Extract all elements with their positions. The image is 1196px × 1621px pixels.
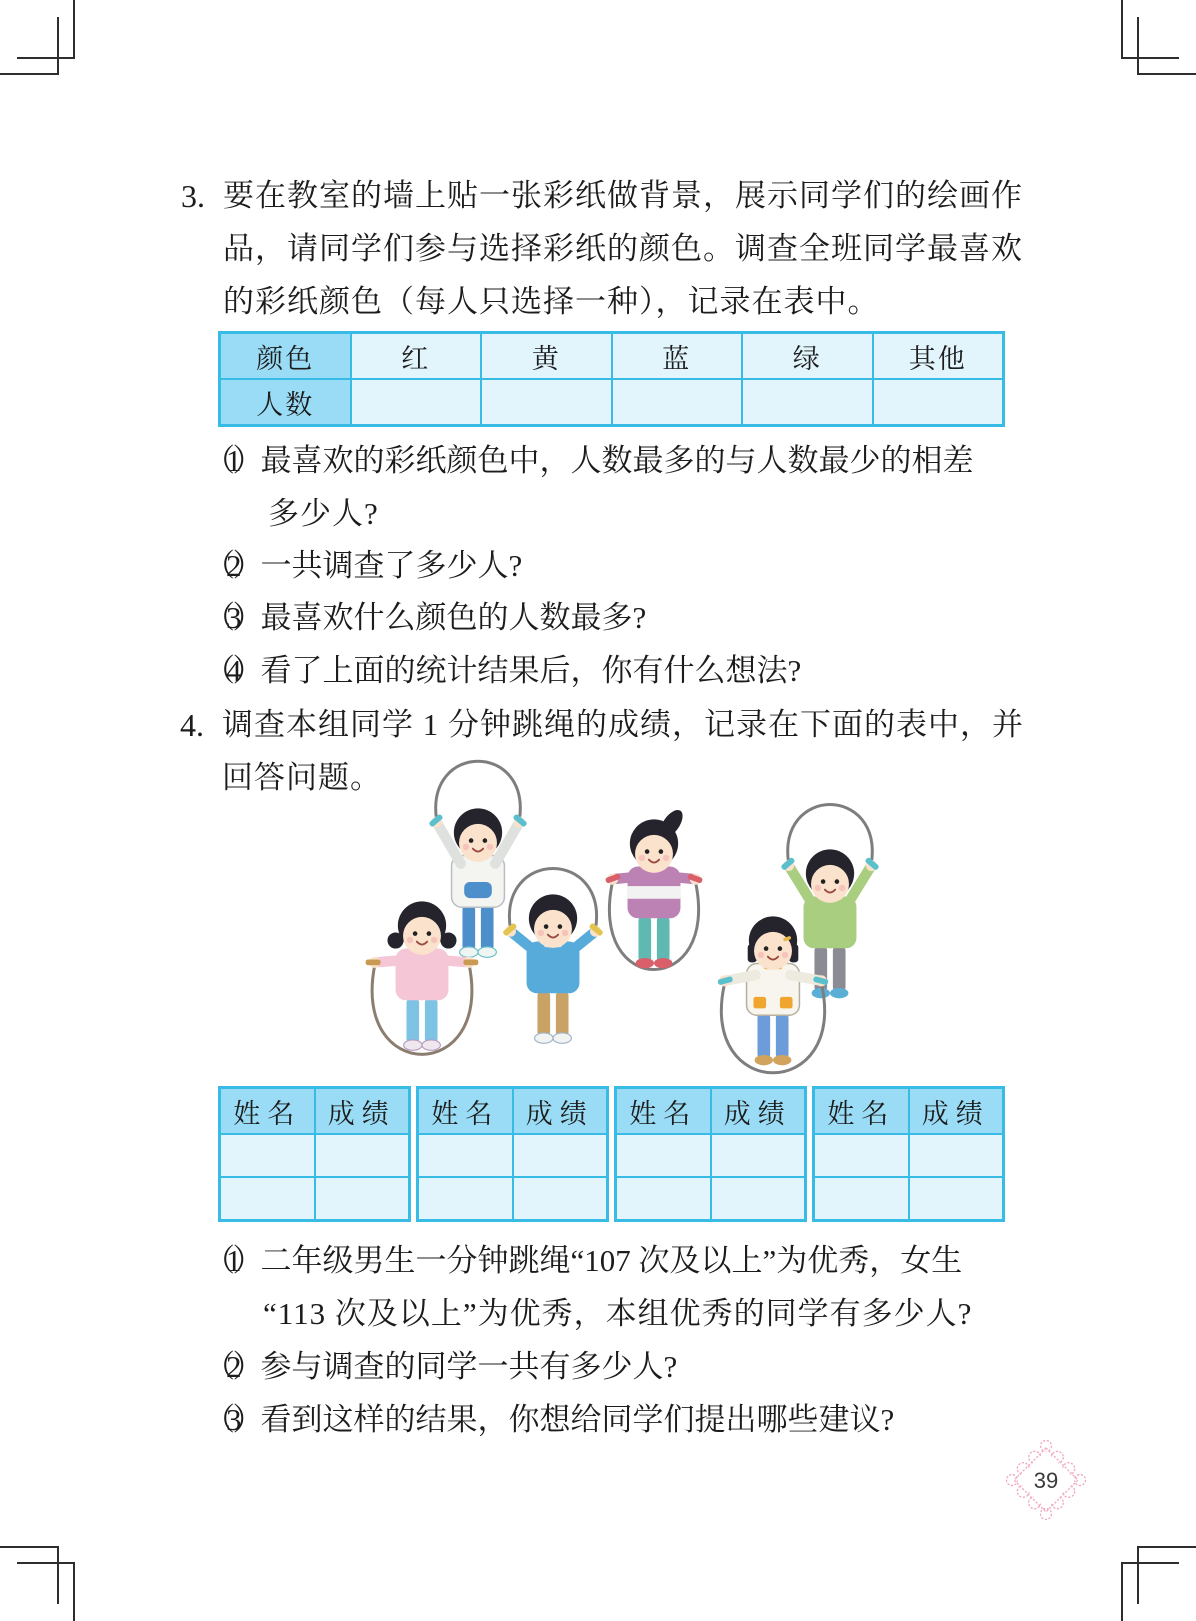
q3-sub-question-4 <box>204 651 801 691</box>
jump-rope-illustration <box>300 764 900 1064</box>
sub-question-number: （3） <box>204 600 255 635</box>
empty-cell <box>514 1178 607 1219</box>
q4-sub-question-3 <box>204 1400 894 1440</box>
score-header: 成绩 <box>316 1089 409 1133</box>
score-table-group <box>614 1086 807 1222</box>
empty-cell <box>316 1135 409 1176</box>
question-3-text-line: 品，请同学们参与选择彩纸的颜色。调查全班同学最喜欢 <box>223 231 1023 266</box>
sub-question-number: （2） <box>204 548 255 583</box>
page-number-ornament <box>1000 1434 1092 1526</box>
score-table-group <box>812 1086 1005 1222</box>
empty-cell <box>712 1135 805 1176</box>
sub-question-text: 二年级男生一分钟跳绳“107 次及以上”为优秀，女生 <box>260 1243 963 1278</box>
crop-mark <box>0 1546 59 1604</box>
empty-cell <box>419 1135 512 1176</box>
row-label-cell: 人数 <box>221 380 350 424</box>
color-header-other: 其他 <box>874 334 1003 378</box>
empty-cell <box>815 1135 908 1176</box>
color-survey-table <box>218 331 1005 427</box>
sub-question-number: （4） <box>204 653 255 688</box>
question-3-text-line: 要在教室的墙上贴一张彩纸做背景，展示同学们的绘画作 <box>223 178 1023 213</box>
name-header: 姓名 <box>419 1089 512 1133</box>
question-3-number: 3. <box>181 178 205 214</box>
sub-question-number: （1） <box>204 1243 255 1278</box>
sub-question-number: （3） <box>204 1402 255 1437</box>
sub-question-text: 一共调查了多少人? <box>260 548 523 583</box>
q4-sub-question-2 <box>204 1347 677 1387</box>
name-header: 姓名 <box>221 1089 314 1133</box>
q4-sub-question-1 <box>204 1241 962 1281</box>
score-table-group <box>218 1086 411 1222</box>
q3-sub-question-1-cont: 多少人? <box>268 496 379 531</box>
score-header: 成绩 <box>712 1089 805 1133</box>
empty-cell <box>514 1135 607 1176</box>
empty-cell <box>910 1135 1003 1176</box>
q3-sub-question-3 <box>204 598 646 638</box>
q3-sub-question-1 <box>204 441 974 481</box>
score-header: 成绩 <box>514 1089 607 1133</box>
empty-cell <box>221 1178 314 1219</box>
count-cell-empty <box>743 380 872 424</box>
jump-rope-score-table <box>218 1086 1005 1222</box>
color-header-yellow: 黄 <box>482 334 611 378</box>
sub-question-text: 最喜欢的彩纸颜色中，人数最多的与人数最少的相差 <box>260 443 974 478</box>
question-3-text-line: 的彩纸颜色（每人只选择一种），记录在表中。 <box>223 284 880 319</box>
jump-rope-children-drawing <box>300 764 900 1064</box>
empty-cell <box>815 1178 908 1219</box>
count-cell-empty <box>482 380 611 424</box>
sub-question-text: 参与调查的同学一共有多少人? <box>260 1349 678 1384</box>
empty-cell <box>221 1135 314 1176</box>
crop-mark <box>1137 17 1196 75</box>
color-header-red: 红 <box>352 334 481 378</box>
empty-cell <box>419 1178 512 1219</box>
empty-cell <box>712 1178 805 1219</box>
question-4-number: 4. <box>180 707 204 743</box>
table-corner-cell: 颜色 <box>221 334 350 378</box>
crop-mark <box>0 17 59 75</box>
question-4-text-line: 回答问题。 <box>222 760 382 795</box>
count-cell-empty <box>874 380 1003 424</box>
count-cell-empty <box>613 380 742 424</box>
sub-question-text: 看到这样的结果，你想给同学们提出哪些建议? <box>260 1402 895 1437</box>
color-header-green: 绿 <box>743 334 872 378</box>
sub-question-number: （1） <box>204 443 255 478</box>
q3-sub-question-2 <box>204 546 522 586</box>
color-header-blue: 蓝 <box>613 334 742 378</box>
question-4-text-line: 调查本组同学 1 分钟跳绳的成绩，记录在下面的表中，并 <box>222 707 1024 742</box>
empty-cell <box>316 1178 409 1219</box>
empty-cell <box>617 1135 710 1176</box>
count-cell-empty <box>352 380 481 424</box>
page-number: 39 <box>1033 1468 1059 1493</box>
sub-question-number: （2） <box>204 1349 255 1384</box>
empty-cell <box>910 1178 1003 1219</box>
sub-question-text: 最喜欢什么颜色的人数最多? <box>260 600 647 635</box>
score-header: 成绩 <box>910 1089 1003 1133</box>
empty-cell <box>617 1178 710 1219</box>
crop-mark <box>1137 1546 1196 1604</box>
name-header: 姓名 <box>815 1089 908 1133</box>
score-table-group <box>416 1086 609 1222</box>
name-header: 姓名 <box>617 1089 710 1133</box>
q4-sub-question-1-cont: “113 次及以上”为优秀，本组优秀的同学有多少人? <box>263 1296 973 1331</box>
sub-question-text: 看了上面的统计结果后，你有什么想法? <box>260 653 802 688</box>
